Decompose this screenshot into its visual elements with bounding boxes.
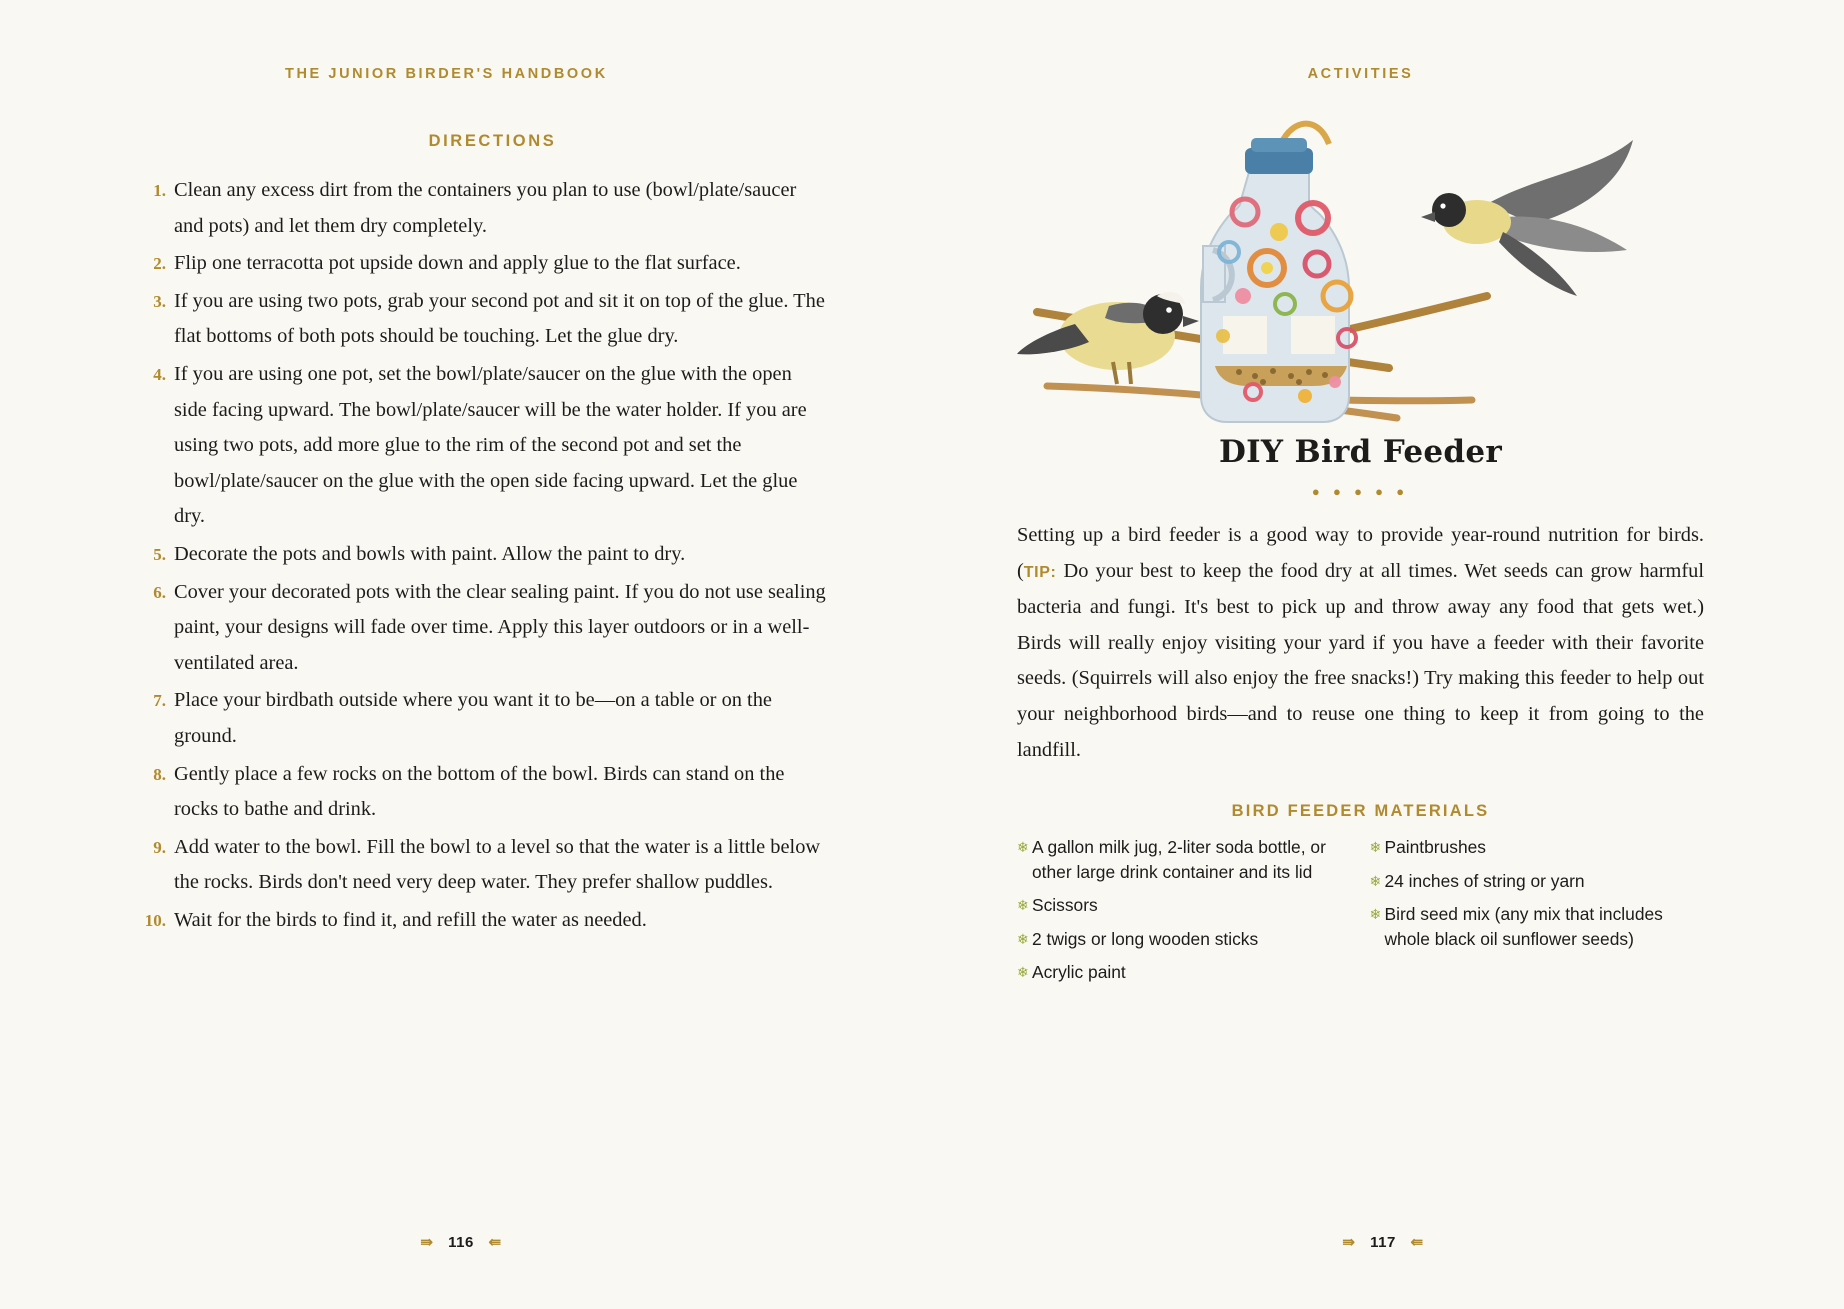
leaf-bullet-icon: ❄ <box>1369 839 1382 856</box>
list-item <box>1370 902 1705 951</box>
flying-bird-icon <box>1421 140 1633 296</box>
list-number: 10. <box>144 910 166 930</box>
materials-column-one <box>1017 835 1352 994</box>
list-text: Place your birdbath outside where you want it to be—on a table or on the ground. <box>174 689 772 747</box>
intro-text-before-tip: Setting up a bird feeder is a good way to provide year-round nutrition for birds. ( <box>1017 524 1704 582</box>
list-item <box>140 284 827 355</box>
material-text: Acrylic paint <box>1032 962 1126 983</box>
leaf-bullet-icon: ❄ <box>1369 872 1382 889</box>
material-text: Paintbrushes <box>1384 837 1487 858</box>
list-item <box>140 903 827 939</box>
ornament-dots: ● ● ● ● ● <box>1311 484 1410 499</box>
folio-ornament-left-icon: ⇛ <box>420 1234 434 1251</box>
list-item <box>140 357 827 535</box>
material-text: Scissors <box>1032 895 1098 916</box>
leaf-bullet-icon: ❄ <box>1369 906 1382 923</box>
list-item <box>1370 869 1705 894</box>
leaf-bullet-icon: ❄ <box>1017 839 1029 856</box>
folio-ornament-left-icon: ⇛ <box>1342 1234 1356 1251</box>
list-number: 6. <box>153 582 166 602</box>
list-text: Decorate the pots and bowls with paint. Allow the paint to dry. <box>174 542 686 565</box>
list-text: If you are using two pots, grab your second pot and sit it on top of the glue. The flat bottoms of both pots should be touching. Let the glue dry. <box>174 289 825 348</box>
list-item <box>140 830 827 901</box>
running-head-left: THE JUNIOR BIRDER'S HANDBOOK <box>285 66 608 82</box>
intro-text-after-tip: Do your best to keep the food dry at all times. Wet seeds can grow harmful bacteria and fungi. It's best to pick up and throw away any food that gets wet.) Birds will really enjoy visiting your yard if you have a feeder with their favorite seeds. (Squirrels will also enjoy the free snacks!) Try making this feeder to help out your neighborhood birds—and to reuse one thing to keep it from going to the landfill. <box>1017 559 1704 761</box>
folio-ornament-right-icon: ⇚ <box>488 1234 502 1251</box>
bird-feeder-illustration <box>1017 100 1704 430</box>
running-head-right: ACTIVITIES <box>1307 66 1414 82</box>
list-item <box>1017 927 1352 952</box>
list-text: Cover your decorated pots with the clear sealing paint. If you do not use sealing paint, your designs will fade over time. Apply this layer outdoors or in a well-ventilated area. <box>174 580 826 674</box>
leaf-bullet-icon: ❄ <box>1017 897 1029 914</box>
list-number: 9. <box>153 837 166 857</box>
materials-heading: BIRD FEEDER MATERIALS <box>1231 802 1490 821</box>
directions-heading: DIRECTIONS <box>428 132 557 150</box>
list-item <box>140 575 827 682</box>
folio-ornament-right-icon: ⇚ <box>1410 1234 1424 1251</box>
list-item <box>1370 835 1705 860</box>
leaf-bullet-icon: ❄ <box>1017 930 1029 947</box>
list-item <box>1017 960 1352 985</box>
list-text: Clean any excess dirt from the containers you plan to use (bowl/plate/saucer and pots) and let them dry completely. <box>174 179 797 237</box>
materials-lists <box>1017 835 1704 994</box>
list-text: Wait for the birds to find it, and refill the water as needed. <box>174 908 647 931</box>
list-text: Flip one terracotta pot upside down and apply glue to the flat surface. <box>174 252 741 275</box>
materials-column-two <box>1370 835 1705 994</box>
list-item <box>140 757 827 828</box>
page-number: 117 <box>1370 1234 1396 1251</box>
material-text: Bird seed mix (any mix that includes whole black oil sunflower seeds) <box>1384 904 1663 949</box>
list-number: 8. <box>153 764 166 784</box>
list-number: 7. <box>153 691 166 711</box>
intro-paragraph <box>1017 518 1704 768</box>
right-page <box>922 0 1844 1309</box>
page-number: 116 <box>448 1234 474 1251</box>
list-text: If you are using one pot, set the bowl/plate/saucer on the glue with the open side facing upward. The bowl/plate/saucer will be the water holder. If you are using two pots, add more glue to the rim of the second pot and set the bowl/plate/saucer on the glue with the open side facing upward. Let the glue dry. <box>174 362 807 528</box>
list-item <box>140 683 827 754</box>
list-number: 5. <box>153 544 166 564</box>
list-item <box>140 537 827 573</box>
page-folio-left <box>0 1233 972 1251</box>
illustration-caption: DIY Bird Feeder <box>1218 434 1503 470</box>
perched-bird-icon <box>1017 292 1199 384</box>
list-text: Gently place a few rocks on the bottom of the bowl. Birds can stand on the rocks to bathe and drink. <box>174 762 785 821</box>
page-folio-right <box>922 1233 1844 1251</box>
illustration-svg <box>1017 100 1677 430</box>
directions-list <box>140 173 827 938</box>
list-item <box>140 173 827 244</box>
list-number: 2. <box>153 254 166 274</box>
list-item <box>1017 893 1352 918</box>
material-text: 24 inches of string or yarn <box>1384 870 1585 891</box>
material-text: 2 twigs or long wooden sticks <box>1032 928 1259 949</box>
list-number: 1. <box>153 181 166 200</box>
list-item <box>1017 835 1352 884</box>
material-text: A gallon milk jug, 2-liter soda bottle, or other large drink container and its lid <box>1032 837 1326 882</box>
list-number: 3. <box>153 291 166 311</box>
list-item <box>140 246 827 282</box>
list-number: 4. <box>153 364 166 384</box>
tip-label: TIP: <box>1023 563 1057 581</box>
leaf-bullet-icon: ❄ <box>1017 964 1029 981</box>
list-text: Add water to the bowl. Fill the bowl to a level so that the water is a little below the rocks. Birds don't need very deep water. They prefer shallow puddles. <box>174 835 821 894</box>
